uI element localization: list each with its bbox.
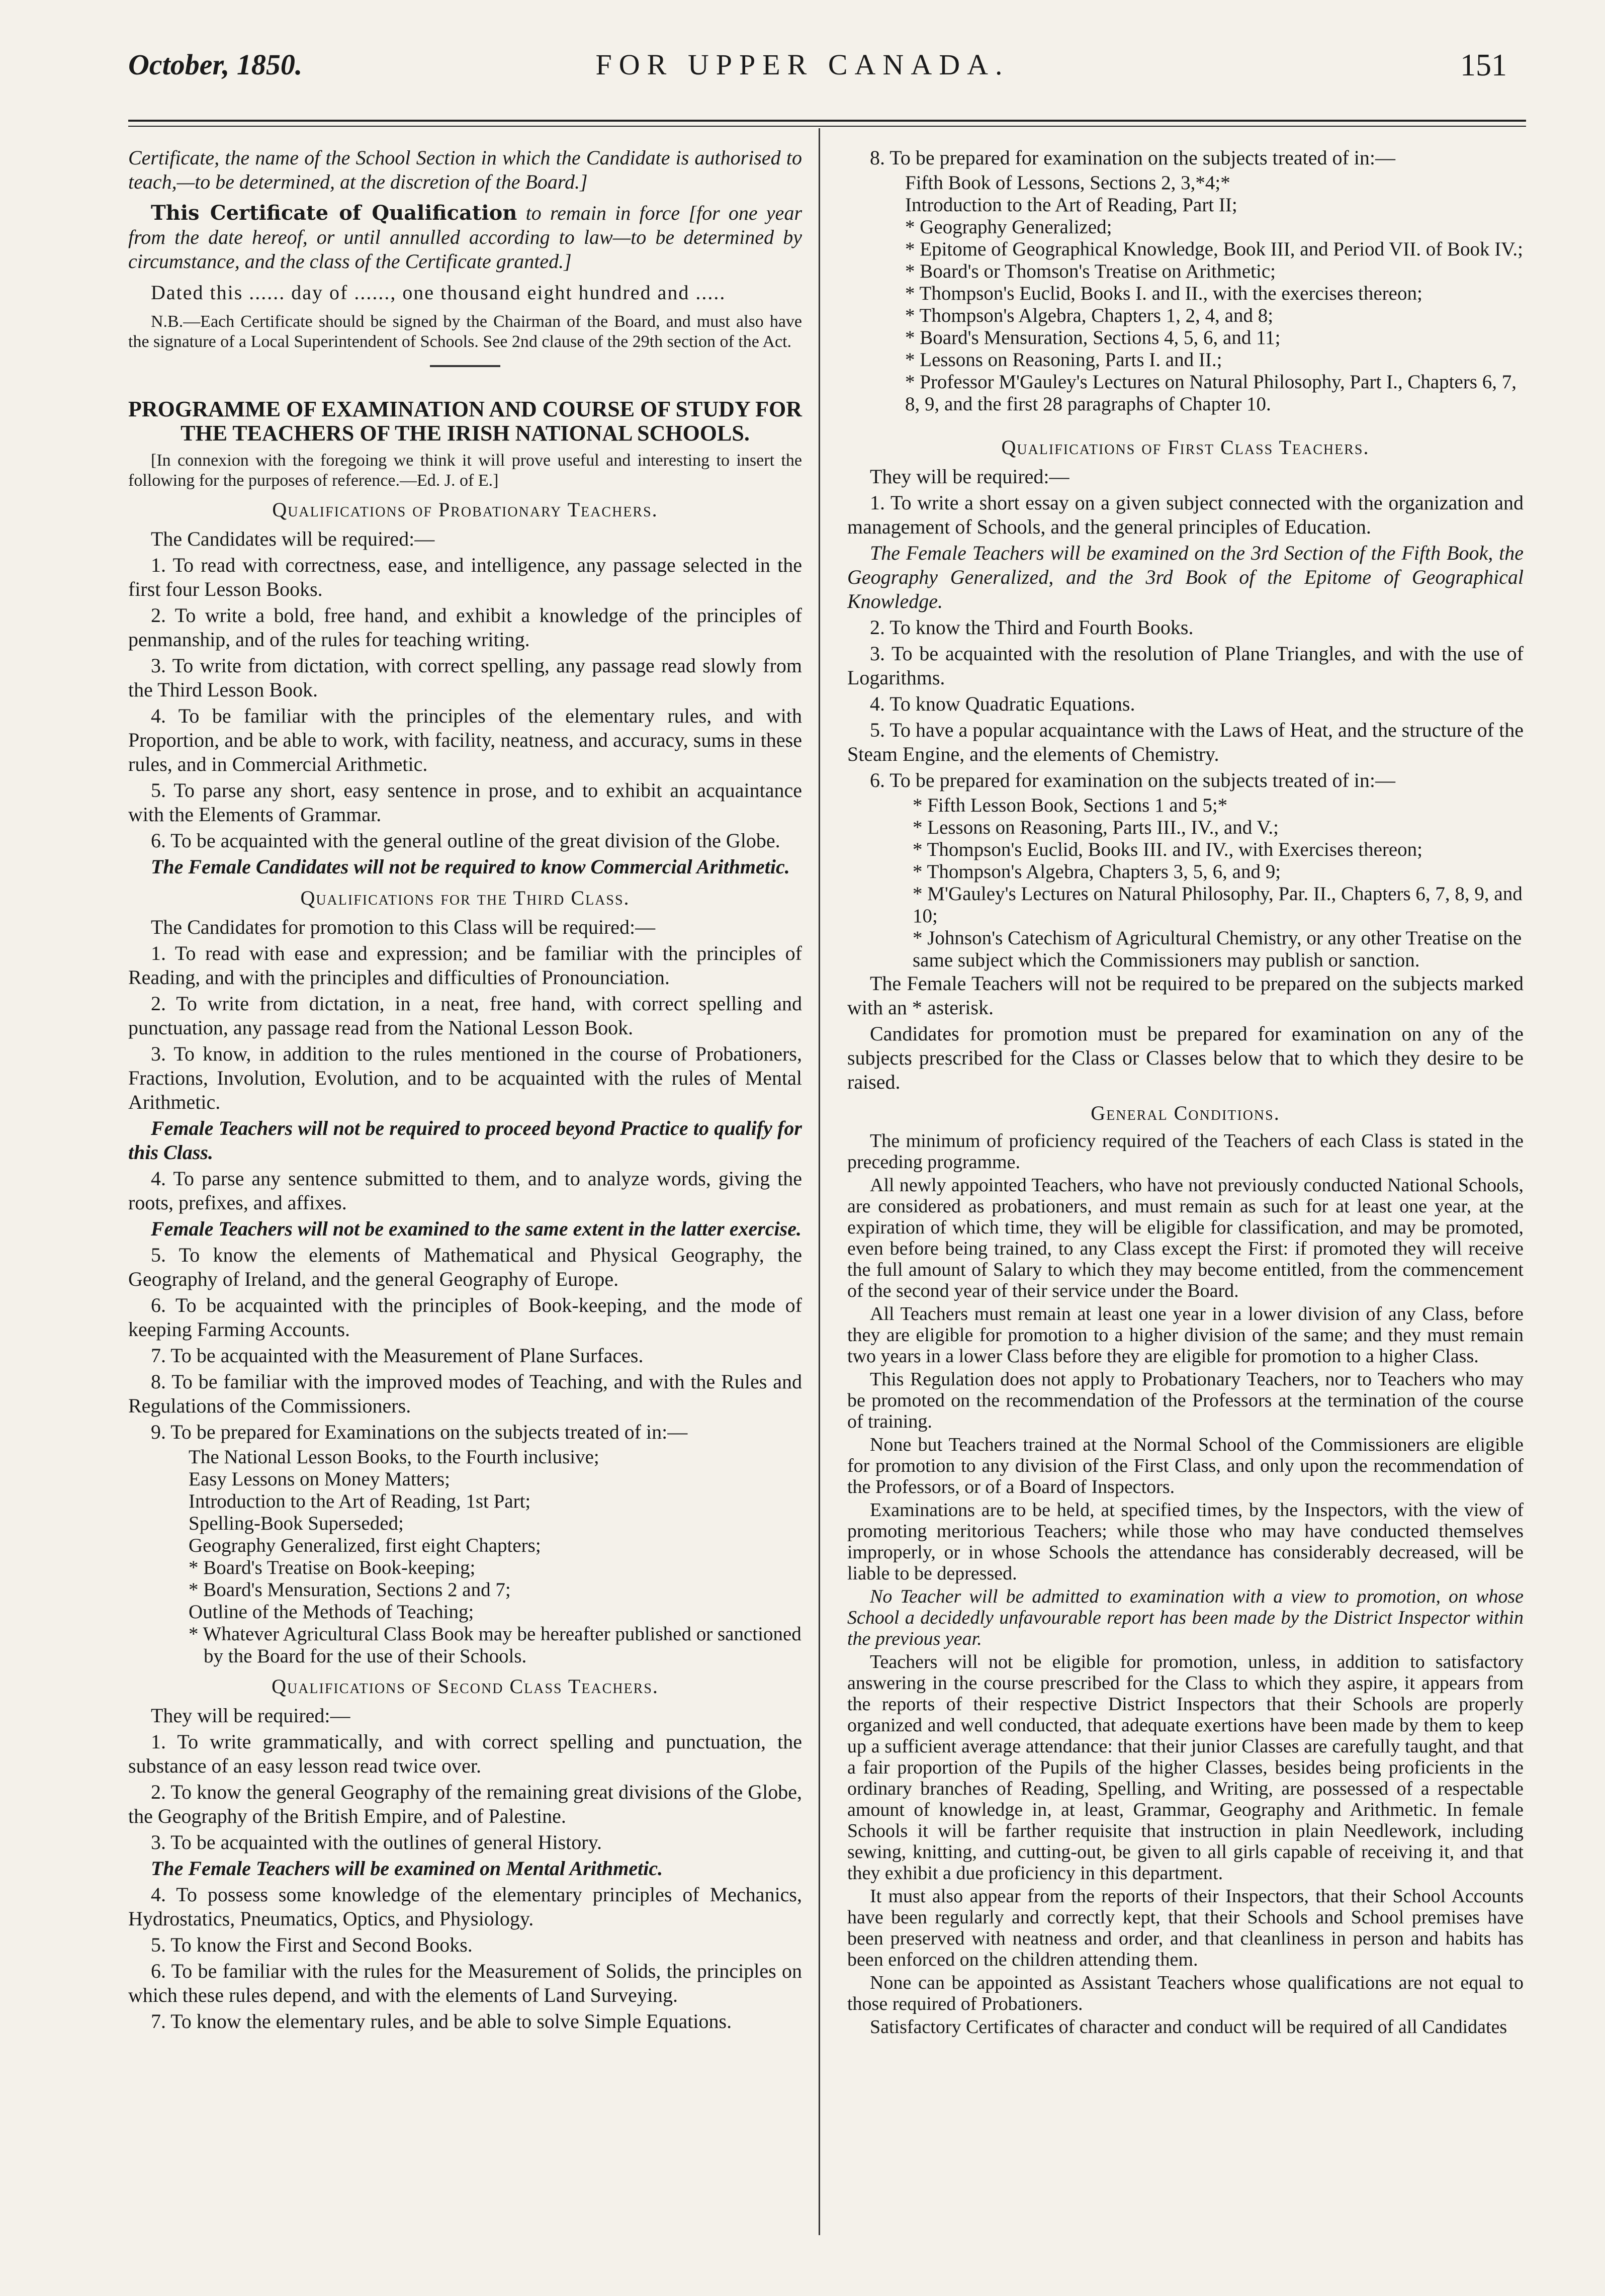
- list-item: 6. To be acquainted with the principles of Book-keeping, and the mode of keeping Farming Accounts.: [128, 1294, 802, 1341]
- certificate-lead: This Certificate of Qualification: [151, 201, 517, 225]
- subject-item: * Thompson's Euclid, Books III. and IV., with Exercises thereon;: [913, 839, 1423, 860]
- list-item: 8. To be familiar with the improved modes of Teaching, and with the Rules and Regulations of the Commissioners.: [128, 1370, 802, 1417]
- page-number: 151: [1460, 48, 1507, 82]
- second-class-intro: They will be required:—: [151, 1704, 350, 1727]
- certificate-validity: [128, 201, 802, 274]
- second-class-subjects: [847, 172, 1524, 415]
- general-conditions-heading: General Conditions.: [1091, 1102, 1280, 1124]
- section-divider: [430, 365, 500, 367]
- subject-item: * Geography Generalized;: [905, 216, 1112, 238]
- subject-item: * Professor M'Gauley's Lectures on Natural Philosophy, Part I., Chapters 6, 7, 8, 9, and the first 28 paragraphs of Chapter 10.: [905, 371, 1517, 415]
- subject-item: * Fifth Lesson Book, Sections 1 and 5;*: [913, 794, 1228, 816]
- subject-item: * Board's Treatise on Book-keeping;: [189, 1557, 476, 1578]
- condition-paragraph: Satisfactory Certificates of character and conduct will be required of all Candidates: [870, 2016, 1507, 2038]
- subject-item: Geography Generalized, first eight Chapters;: [189, 1535, 541, 1556]
- female-note: Female Teachers will not be required to proceed beyond Practice to qualify for this Class.: [128, 1117, 802, 1164]
- condition-paragraph: This Regulation does not apply to Probationary Teachers, nor to Teachers who may be promoted on the recommendation of the Professors at the termination of the course of training.: [847, 1369, 1524, 1432]
- subject-item: * Lessons on Reasoning, Parts I. and II.;: [905, 349, 1222, 371]
- subject-item: Easy Lessons on Money Matters;: [189, 1468, 450, 1490]
- list-item: 4. To know Quadratic Equations.: [870, 692, 1135, 715]
- female-note: The Female Candidates will not be required to know Commercial Arithmetic.: [151, 855, 790, 878]
- condition-paragraph: All newly appointed Teachers, who have not previously conducted National Schools, are considered as probationers, and must remain as such for at least one year, at the expiration of which time, they will be eligible for classification, and may be promoted, even before being trained, to any Class except the First: if promoted they will receive the full amount of Salary to which they may become entitled, from the commencement of the second year of their service under the Board.: [847, 1175, 1524, 1301]
- condition-paragraph: The minimum of proficiency required of the Teachers of each Class is stated in the preceding programme.: [847, 1130, 1524, 1173]
- subject-item: * Board's Mensuration, Sections 2 and 7;: [189, 1579, 511, 1601]
- condition-paragraph: None but Teachers trained at the Normal School of the Commissioners are eligible for promotion to any division of the First Class, and only upon the recommendation of the Professors, or of a Board of Inspectors.: [847, 1434, 1524, 1497]
- list-item: 4. To parse any sentence submitted to them, and to analyze words, giving the roots, prefixes, and affixes.: [128, 1167, 802, 1214]
- list-item: 5. To know the First and Second Books.: [151, 1933, 473, 1956]
- list-item: 6. To be prepared for examination on the subjects treated of in:—: [870, 769, 1396, 791]
- list-item: 3. To know, in addition to the rules mentioned in the course of Probationers, Fractions, Involution, Evolution, and to be acquainted with the rules of Mental Arithmetic.: [128, 1042, 802, 1113]
- subject-item: * Lessons on Reasoning, Parts III., IV., and V.;: [913, 817, 1279, 838]
- list-item: 3. To be acquainted with the resolution of Plane Triangles, and with the use of Logarithms.: [847, 642, 1524, 689]
- list-item: 5. To have a popular acquaintance with the Laws of Heat, and the structure of the Steam Engine, and the elements of Chemistry.: [847, 719, 1524, 765]
- promotion-note: Candidates for promotion must be prepared for examination on any of the subjects prescribed for the Class or Classes below that to which they desire to be raised.: [847, 1022, 1524, 1093]
- list-item: 1. To read with correctness, ease, and intelligence, any passage selected in the first four Lesson Books.: [128, 554, 802, 600]
- female-note: The Female Teachers will be examined on Mental Arithmetic.: [151, 1857, 663, 1880]
- probationary-list: [128, 553, 802, 853]
- subject-item: * Thompson's Algebra, Chapters 1, 2, 4, and 8;: [905, 305, 1274, 326]
- list-item: 2. To know the Third and Fourth Books.: [870, 616, 1194, 639]
- list-item: 9. To be prepared for Examinations on the subjects treated of in:—: [151, 1421, 688, 1443]
- subject-item: * Epitome of Geographical Knowledge, Book III, and Period VII. of Book IV.;: [905, 238, 1523, 260]
- first-class-heading: Qualifications of First Class Teachers.: [1001, 436, 1370, 459]
- certificate-rest: to remain in force [for one year from the date hereof, or until annulled according to law—to be determined by circumstance, and the class of the Certificate granted.]: [128, 202, 803, 273]
- first-class-subjects: [847, 794, 1524, 972]
- subject-item: * Thompson's Algebra, Chapters 3, 5, 6, and 9;: [913, 861, 1281, 882]
- female-note: Female Teachers will not be examined to the same extent in the latter exercise.: [151, 1217, 801, 1240]
- subject-item: * Whatever Agricultural Class Book may be hereafter published or sanctioned by the Board for the use of their Schools.: [189, 1623, 801, 1667]
- certificate-paragraph: Certificate, the name of the School Section in which the Candidate is authorised to teach,—to be determined, at the discretion of the Board.]: [128, 146, 802, 193]
- probationary-heading: Qualifications of Probationary Teachers.: [272, 498, 658, 521]
- header-rule-bottom: [128, 126, 1526, 127]
- condition-paragraph: All Teachers must remain at least one year in a lower division of any Class, before they are eligible for promotion to a higher division of the same; and they must remain two years in a lower Class before they are eligible for promotion to a higher Class.: [847, 1303, 1524, 1367]
- subject-item: * Thompson's Euclid, Books I. and II., with the exercises thereon;: [905, 283, 1422, 304]
- third-class-heading: Qualifications for the Third Class.: [300, 887, 630, 909]
- list-item: 2. To write from dictation, in a neat, free hand, with correct spelling and punctuation, any passage read from the National Lesson Book.: [128, 992, 802, 1039]
- list-item: 3. To be acquainted with the outlines of general History.: [151, 1831, 602, 1853]
- subject-item: * M'Gauley's Lectures on Natural Philosophy, Par. II., Chapters 6, 7, 8, 9, and 10;: [913, 883, 1523, 927]
- list-item: 1. To write a short essay on a given subject connected with the organization and management of Schools, and the general principles of Education.: [847, 491, 1524, 538]
- journal-title: FOR UPPER CANADA.: [595, 48, 1010, 81]
- programme-title: PROGRAMME OF EXAMINATION AND COURSE OF STUDY FOR THE TEACHERS OF THE IRISH NATIONAL SCHOOLS.: [128, 397, 802, 446]
- list-item: 4. To be familiar with the principles of the elementary rules, and with Proportion, and be able to work, with facility, neatness, and accuracy, sums in these rules, and in Commercial Arithmetic.: [128, 704, 802, 775]
- subject-item: * Board's or Thomson's Treatise on Arithmetic;: [905, 260, 1276, 282]
- subject-item: Spelling-Book Superseded;: [189, 1513, 404, 1534]
- list-item: 2. To know the general Geography of the remaining great divisions of the Globe, the Geography of the British Empire, and of Palestine.: [128, 1781, 802, 1827]
- column-divider: [819, 128, 820, 2235]
- third-class-intro: The Candidates for promotion to this Class will be required:—: [151, 916, 656, 938]
- female-note: The Female Teachers will be examined on the 3rd Section of the Fifth Book, the Geography Generalized, and the 3rd Book of the Epitome of Geographical Knowledge.: [847, 542, 1524, 612]
- issue-date: October, 1850.: [128, 48, 303, 81]
- condition-paragraph: Teachers will not be eligible for promotion, unless, in addition to satisfactory answering in the course prescribed for the Class to which they aspire, it appears from the reports of their respective District Inspectors that their Schools are properly organized and well conducted, that adequate exertions have been made by them to keep up a sufficient average attendance: that their junior Classes are carefully taught, and that a fair proportion of the Pupils of the higher Classes, besides being proficients in the ordinary branches of Reading, Spelling, and Writing, are possessed of a respectable amount of knowledge in, at least, Grammar, Geography and Arithmetic. In female Schools it will be farther requisite that instruction in plain Needlework, including sewing, knitting, and cutting-out, be given to all girls capable of receiving it, and that they exhibit a due proficiency in this department.: [847, 1651, 1524, 1884]
- list-item: 6. To be acquainted with the general outline of the great division of the Globe.: [151, 829, 780, 852]
- condition-paragraph: It must also appear from the reports of their Inspectors, that their School Accounts have been regularly and correctly kept, that their Schools and School premises have been preserved with neatness and order, and that cleanliness in person and habits has been enforced on the children attending them.: [847, 1886, 1524, 1970]
- condition-paragraph: None can be appointed as Assistant Teachers whose qualifications are not equal to those required of Probationers.: [847, 1972, 1524, 2014]
- list-item: 4. To possess some knowledge of the elementary principles of Mechanics, Hydrostatics, Pneumatics, Optics, and Physiology.: [128, 1883, 802, 1930]
- list-item: 3. To write from dictation, with correct spelling, any passage read slowly from the Third Lesson Book.: [128, 654, 802, 701]
- first-class-intro: They will be required:—: [870, 465, 1069, 488]
- condition-paragraph: Examinations are to be held, at specified times, by the Inspectors, with the view of promoting meritorious Teachers; while those who may have conducted themselves improperly, or in whose Schools the attendance has considerably decreased, will be liable to be depressed.: [847, 1499, 1524, 1584]
- list-item: 6. To be familiar with the rules for the Measurement of Solids, the principles on which these rules depend, and with the elements of Land Surveying.: [128, 1960, 802, 2006]
- subject-item: * Board's Mensuration, Sections 4, 5, 6, and 11;: [905, 327, 1281, 348]
- list-item: 7. To be acquainted with the Measurement of Plane Surfaces.: [151, 1344, 644, 1367]
- subject-item: Fifth Book of Lessons, Sections 2, 3,*4;*: [905, 172, 1230, 194]
- subject-item: Introduction to the Art of Reading, 1st Part;: [189, 1490, 531, 1512]
- subject-item: * Johnson's Catechism of Agricultural Chemistry, or any other Treatise on the same subject which the Commissioners may publish or sanction.: [913, 927, 1522, 971]
- nb-note: N.B.—Each Certificate should be signed by the Chairman of the Board, and must also have the signature of a Local Superintendent of Schools. See 2nd clause of the 29th section of the Act.: [128, 312, 802, 351]
- general-conditions: [847, 1130, 1524, 2038]
- list-item: 8. To be prepared for examination on the subjects treated of in:—: [870, 146, 1396, 169]
- subject-item: Introduction to the Art of Reading, Part II;: [905, 194, 1237, 216]
- running-head: [0, 48, 1605, 103]
- list-item: 5. To know the elements of Mathematical and Physical Geography, the Geography of Ireland, and the general Geography of Europe.: [128, 1244, 802, 1290]
- header-rule-top: [128, 120, 1526, 122]
- condition-paragraph: No Teacher will be admitted to examination with a view to promotion, on whose School a decidedly unfavourable report has been made by the District Inspector within the previous year.: [847, 1586, 1524, 1649]
- list-item: 1. To write grammatically, and with correct spelling and punctuation, the substance of an easy lesson read twice over.: [128, 1730, 802, 1777]
- asterisk-note: The Female Teachers will not be required to be prepared on the subjects marked with an * asterisk.: [847, 972, 1524, 1019]
- third-class-subjects: [128, 1446, 802, 1667]
- list-item: 2. To write a bold, free hand, and exhibit a knowledge of the principles of penmanship, and of the rules for teaching writing.: [128, 604, 802, 651]
- subject-item: The National Lesson Books, to the Fourth inclusive;: [189, 1446, 599, 1468]
- probationary-intro: The Candidates will be required:—: [151, 527, 435, 550]
- list-item: 5. To parse any short, easy sentence in prose, and to exhibit an acquaintance with the Elements of Grammar.: [128, 779, 802, 826]
- list-item: 7. To know the elementary rules, and be able to solve Simple Equations.: [151, 2010, 732, 2033]
- second-class-heading: Qualifications of Second Class Teachers.: [272, 1675, 659, 1698]
- editor-note: [In connexion with the foregoing we think it will prove useful and interesting to insert the following for the purposes of reference.—Ed. J. of E.]: [128, 451, 802, 490]
- dated-line: Dated this ...... day of ......, one thousand eight hundred and .....: [151, 281, 726, 304]
- subject-item: Outline of the Methods of Teaching;: [189, 1601, 474, 1623]
- right-column: [847, 146, 1524, 2040]
- list-item: 1. To read with ease and expression; and be familiar with the principles of Reading, and with the principles and difficulties of Pronounciation.: [128, 942, 802, 989]
- left-column: [128, 146, 802, 2036]
